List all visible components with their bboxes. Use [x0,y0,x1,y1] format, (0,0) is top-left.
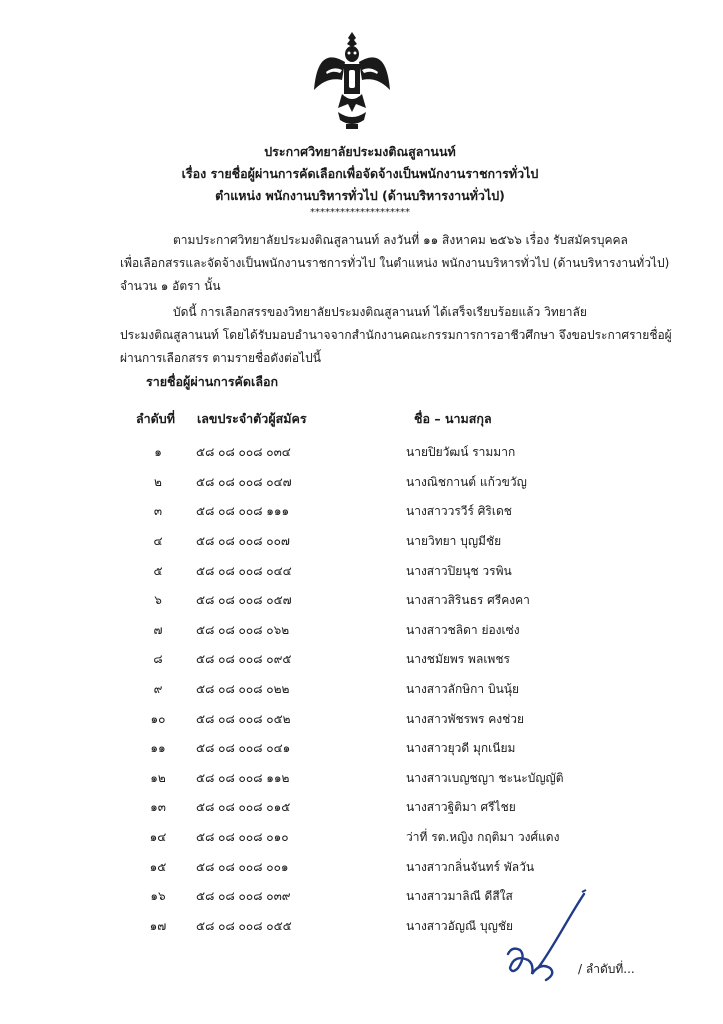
applicant-name: นางสาววรวีร์ ศิริเดช [406,504,512,519]
table-row [120,645,656,675]
table-row [120,764,656,794]
column-code-header: เลขประจำตัวผู้สมัคร [197,411,307,426]
row-number: ๑๖ [150,889,166,904]
table-row [120,468,656,498]
announcement-position: ตำแหน่ง พนักงานบริหารทั่วไป (ด้านบริหารงานทั่วไป) [215,188,505,203]
row-number: ๑๐ [150,711,166,726]
applicant-name: นายปิยวัฒน์ รามมาก [406,445,516,460]
paragraph-1-line-1: ตามประกาศวิทยาลัยประมงติณสูลานนท์ ลงวันที่ ๑๑ สิงหาคม ๒๕๖๖ เรื่อง รับสมัครบุคคล [173,233,628,247]
row-number: ๑๕ [149,859,167,874]
row-number: ๑๔ [149,830,167,845]
applicant-name: นางสาวพัชรพร คงช่วย [406,711,525,726]
row-number: ๑๗ [149,918,167,933]
row-number: ๑๓ [150,800,166,815]
row-number: ๓ [153,504,163,519]
applicant-code: ๕๘ ๐๘ ๐๐๘ ๐๕๕ [196,918,292,933]
row-number: ๕ [153,563,163,578]
applicant-name: นางสาวสิรินธร ศรีคงคา [406,593,530,608]
row-number: ๙ [153,682,163,697]
applicant-code: ๕๘ ๐๘ ๐๐๘ ๐๐๗ [196,534,290,549]
applicant-code: ๕๘ ๐๘ ๐๐๘ ๐๖๒ [196,622,290,637]
announcement-subject: เรื่อง รายชื่อผู้ผ่านการคัดเลือกเพื่อจัดจ้างเป็นพนักงานราชการทั่วไป [181,166,539,181]
signature-mark [498,888,588,988]
table-row [120,675,656,705]
continued-marker: / ลำดับที่... [578,962,635,976]
applicant-name: นางณิชกานต์ แก้วขวัญ [406,474,527,489]
paragraph-1-line-2: เพื่อเลือกสรรและจัดจ้างเป็นพนักงานราชการทั่วไป ในตำแหน่ง พนักงานบริหารทั่วไป (ด้านบริหารงานทั่วไป) [120,256,670,270]
applicant-name: นางชมัยพร พลเพชร [406,652,510,667]
paragraph-2-line-1: บัดนี้ การเลือกสรรของวิทยาลัยประมงติณสูลานนท์ ได้เสร็จเรียบร้อยแล้ว วิทยาลัย [173,305,587,319]
row-number: ๑ [154,445,162,460]
paragraph-2-line-3: ผ่านการเลือกสรร ตามรายชื่อดังต่อไปนี้ [120,351,321,365]
applicant-name: นางสาวมาลิณี ดีสีใส [406,889,513,904]
applicant-code: ๕๘ ๐๘ ๐๐๘ ๐๒๒ [196,682,290,697]
table-row [120,497,656,527]
applicant-name: นางสาวปิยนุช วรพิน [406,563,512,578]
applicant-code: ๕๘ ๐๘ ๐๐๘ ๐๔๗ [196,474,292,489]
table-row [120,527,656,557]
table-row [120,734,656,764]
applicant-name: ว่าที่ รต.หญิง กฤติมา วงศ์แดง [406,830,560,845]
row-number: ๒ [154,474,162,489]
applicant-name: นายวิทยา บุญมีชัย [406,534,502,549]
applicant-code: ๕๘ ๐๘ ๐๐๘ ๐๓๙ [196,889,291,904]
row-number: ๔ [153,534,163,549]
row-number: ๗ [153,622,163,637]
applicant-code: ๕๘ ๐๘ ๐๐๘ ๐๓๔ [196,445,291,460]
row-number: ๑๑ [150,741,166,756]
separator-stars: ******************** [310,207,410,218]
table-row [120,616,656,646]
applicant-code: ๕๘ ๐๘ ๐๐๘ ๐๑๐ [196,830,289,845]
candidate-table [120,438,656,941]
applicant-name: นางสาวฐิติมา ศรีไชย [406,800,516,815]
paragraph-1-line-3: จำนวน ๑ อัตรา นั้น [120,279,221,293]
paragraph-2-line-2: ประมงติณสูลานนท์ โดยได้รับมอบอำนาจจากสำนักงานคณะกรรมการการอาชีวศึกษา จึงขอประกาศรายชื่อผู้ [120,328,672,342]
garuda-emblem [312,28,392,134]
list-title: รายชื่อผู้ผ่านการคัดเลือก [146,374,279,389]
table-row [120,852,656,882]
applicant-code: ๕๘ ๐๘ ๐๐๘ ๐๔๑ [196,741,291,756]
applicant-code: ๕๘ ๐๘ ๐๐๘ ๐๙๕ [196,652,292,667]
applicant-name: นางสาวอัญณี บุญชัย [406,918,513,933]
applicant-name: นางสาวเบญชญา ชะนะบัญญัติ [406,770,564,785]
row-number: ๖ [154,593,162,608]
announcement-org: ประกาศวิทยาลัยประมงติณสูลานนท์ [264,144,456,159]
column-name-header: ชื่อ – นามสกุล [414,411,492,426]
table-row [120,704,656,734]
applicant-name: นางสาวกลิ่นจันทร์ พัลวัน [406,859,535,874]
applicant-name: นางสาวยุวดี มุกเนียม [406,741,516,756]
table-row [120,793,656,823]
applicant-code: ๕๘ ๐๘ ๐๐๘ ๐๐๑ [196,859,289,874]
applicant-code: ๕๘ ๐๘ ๐๐๘ ๑๑๒ [196,770,290,785]
applicant-name: นางสาวชลิดา ย่องเซ่ง [406,622,520,637]
column-order-header: ลำดับที่ [136,411,175,426]
applicant-code: ๕๘ ๐๘ ๐๐๘ ๑๑๑ [196,504,290,519]
table-row [120,823,656,853]
table-row [120,438,656,468]
applicant-code: ๕๘ ๐๘ ๐๐๘ ๐๕๒ [196,711,291,726]
applicant-name: นางสาวลักษิกา บินนุ้ย [406,682,520,697]
applicant-code: ๕๘ ๐๘ ๐๐๘ ๐๔๔ [196,563,292,578]
row-number: ๑๒ [150,770,166,785]
applicant-code: ๕๘ ๐๘ ๐๐๘ ๐๑๕ [196,800,291,815]
table-row [120,556,656,586]
applicant-code: ๕๘ ๐๘ ๐๐๘ ๐๕๗ [196,593,292,608]
table-row [120,586,656,616]
row-number: ๘ [153,652,163,667]
